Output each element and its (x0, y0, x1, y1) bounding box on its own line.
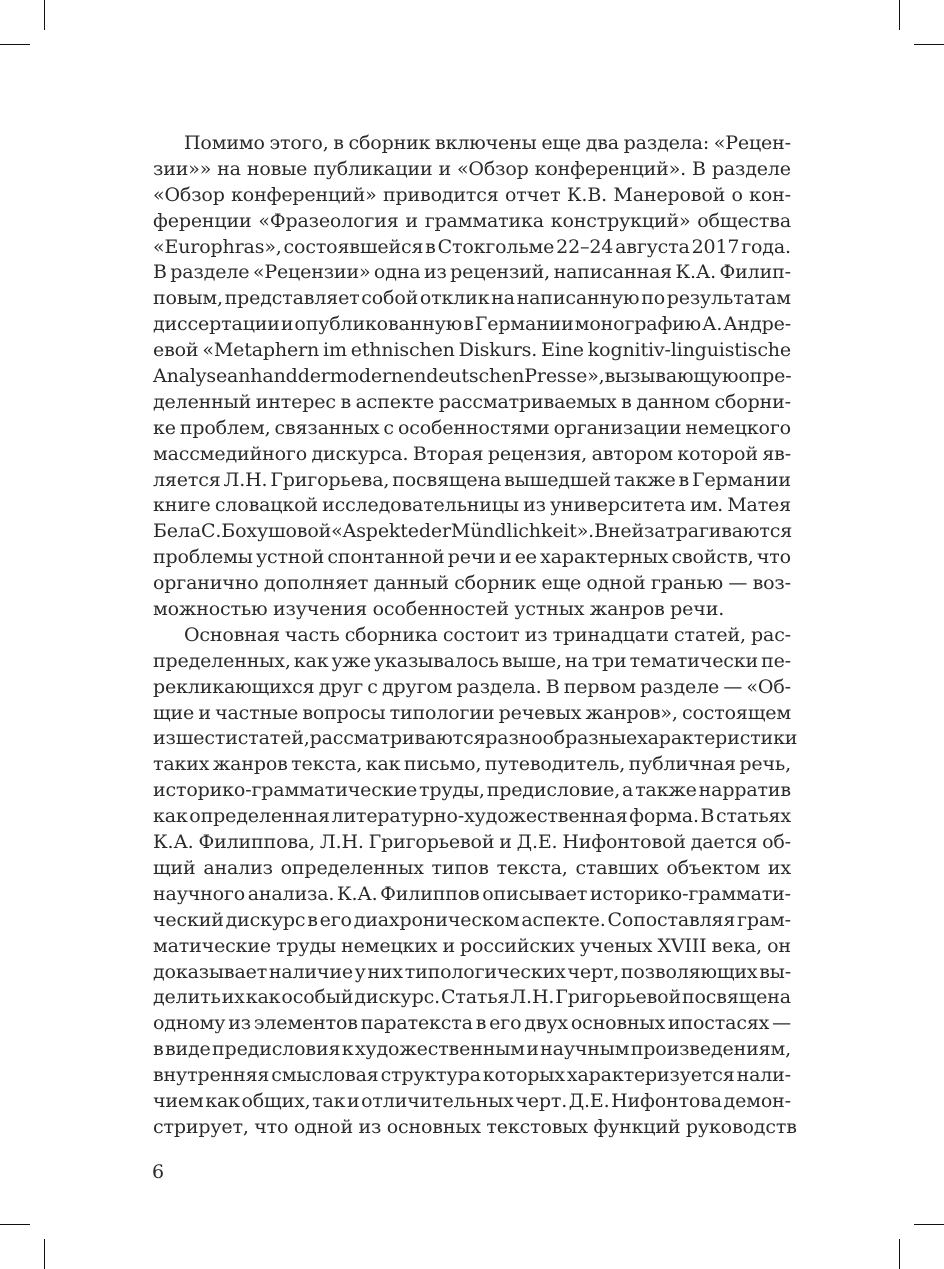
text-line: ке проблем, связанных с особенностями организации немецкого (153, 416, 791, 439)
text-line: повым, представляет собой отклик на написанную по результатам (153, 287, 791, 310)
text-line: научного анализа. К.А. Филиппов описывает историко-граммати- (153, 882, 791, 905)
text-line: ческий дискурс в его диахроническом аспекте. Сопоставляя грам- (153, 908, 791, 931)
text-line: внутренняя смысловая структура которых характеризуется нали- (153, 1064, 791, 1087)
text-line: проблемы устной спонтанной речи и ее характерных свойств, что (153, 546, 791, 569)
page-number: 6 (152, 1161, 165, 1183)
text-line: чием как общих, так и отличительных черт. Д.Е. Нифонтова демон- (153, 1089, 791, 1112)
paragraph (153, 131, 791, 623)
crop-mark-bottom-right-vertical (899, 1239, 900, 1269)
text-line: пределенных, как уже указывалось выше, на три тематически пе- (153, 649, 791, 672)
text-line: К.А. Филиппова, Л.Н. Григорьевой и Д.Е. Нифонтовой дается об- (153, 831, 791, 854)
crop-mark-bottom-left-vertical (44, 1239, 45, 1269)
text-line: книге словацкой исследовательницы из университета им. Матея (153, 494, 791, 517)
text-line: можностью изучения особенностей устных жанров речи. (153, 598, 725, 621)
text-line: органично дополняет данный сборник еще одной гранью — воз- (153, 572, 791, 595)
crop-mark-top-left-horizontal (0, 44, 30, 45)
text-line: щий анализ определенных типов текста, ставших объектом их (153, 856, 791, 879)
text-line: историко-грамматические труды, предисловие, а также нарратив (153, 779, 791, 802)
text-line: евой «Metaphern im ethnischen Diskurs. Eine kognitiv-linguistische (153, 339, 791, 362)
text-line: «Europhras», состоявшейся в Стокгольме 22–24 августа 2017 года. (153, 235, 791, 258)
text-line: Основная часть сборника состоит из тринадцати статей, рас- (184, 623, 791, 646)
text-line: ференции «Фразеология и грамматика конструкций» общества (153, 209, 791, 232)
text-line: Бела С. Бохушовой «Aspekte der Mündlichkeit». В ней затрагиваются (153, 520, 793, 543)
text-line: стрирует, что одной из основных текстовых функций руководств (153, 1115, 797, 1138)
text-line: щие и частные вопросы типологии речевых жанров», состоящем (153, 701, 791, 724)
text-line: матические труды немецких и российских ученых XVIII века, он (153, 934, 791, 957)
text-line: Помимо этого, в сборник включены еще два раздела: «Рецен- (184, 132, 791, 154)
text-line: зии»» на новые публикации и «Обзор конференций». В разделе (153, 157, 791, 180)
text-line: «Обзор конференций» приводится отчет К.В. Манеровой о кон- (153, 183, 791, 206)
text-line: доказывает наличие у них типологических черт, позволяющих вы- (153, 960, 791, 983)
body-text (153, 131, 798, 1141)
crop-mark-bottom-left-horizontal (0, 1224, 30, 1225)
text-line: диссертации и опубликованную в Германии монографию А. Андре- (153, 313, 791, 336)
crop-mark-top-right-vertical (899, 0, 900, 30)
text-line: В разделе «Рецензии» одна из рецензий, написанная К.А. Филип- (153, 261, 791, 284)
text-line: массмедийного дискурса. Вторая рецензия, автором которой яв- (153, 442, 791, 465)
text-line: из шести статей, рассматриваются разнообразные характеристики (153, 727, 798, 750)
text-line: делить их как особый дискурс. Статья Л.Н. Григорьевой посвящена (153, 986, 791, 1009)
text-line: Analyse anhand der modernen deutschen Presse», вызывающую опре- (153, 365, 792, 388)
text-line: деленный интерес в аспекте рассматриваемых в данном сборни- (153, 390, 791, 413)
text-line: в виде предисловия к художественным и научным произведениям, (153, 1038, 791, 1061)
text-line: таких жанров текста, как письмо, путеводитель, публичная речь, (153, 753, 791, 776)
text-line: как определенная литературно-художественная форма. В статьях (153, 805, 791, 828)
crop-mark-top-right-horizontal (914, 44, 944, 45)
paragraph (153, 623, 798, 1141)
text-line: рекликающихся друг с другом раздела. В первом разделе — «Об- (153, 675, 791, 698)
text-line: одному из элементов паратекста в его двух основных ипостасях — (153, 1012, 791, 1035)
text-line: ляется Л.Н. Григорьева, посвящена вышедшей также в Германии (153, 468, 791, 491)
crop-mark-bottom-right-horizontal (914, 1224, 944, 1225)
crop-mark-top-left-vertical (44, 0, 45, 30)
